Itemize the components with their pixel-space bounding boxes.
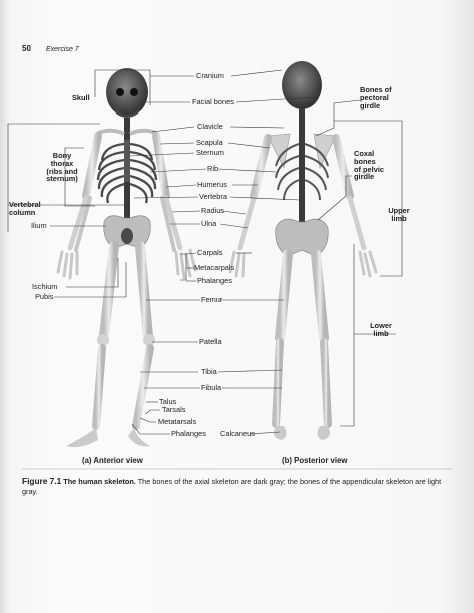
label-calcaneus: Calcaneus (220, 429, 255, 438)
figure-title: The human skeleton. (63, 477, 136, 486)
label-radius: Radius (201, 206, 225, 215)
label-vertebra: Vertebra (199, 192, 227, 201)
label-metatarsals: Metatarsals (158, 417, 197, 426)
label-carpals: Carpals (197, 248, 223, 257)
label-rib: Rib (207, 164, 219, 173)
label-clavicle: Clavicle (197, 122, 223, 131)
label-upper-limb: Upper limb (388, 206, 410, 223)
label-cranium: Cranium (196, 71, 224, 80)
label-phalanges-foot: Phalanges (171, 429, 206, 438)
label-skull: Skull (72, 93, 90, 102)
label-tarsals: Tarsals (162, 405, 186, 414)
label-talus: Talus (159, 397, 177, 406)
page-number: 50 (22, 44, 31, 53)
label-metacarpals: Metacarpals (194, 263, 235, 272)
figure-caption (22, 476, 452, 497)
label-ischium: Ischium (32, 282, 58, 291)
label-coxal-bones: Coxal bones of pelvic girdle (354, 149, 384, 182)
label-facial-bones: Facial bones (192, 97, 234, 106)
figure-number: Figure 7.1 (22, 476, 62, 486)
label-phalanges-hand: Phalanges (197, 276, 232, 285)
figure-text: The bones of the axial skeleton are dark gray; the bones of the appendicular skeleton are light gray. (22, 477, 442, 497)
label-tibia: Tibia (201, 367, 217, 376)
label-pubis: Pubis (35, 292, 54, 301)
label-sternum: Sternum (196, 148, 224, 157)
label-bony-thorax: Bony thorax (ribs and sternum) (46, 151, 78, 184)
label-ilium: Ilium (31, 221, 47, 230)
label-femur: Femur (201, 295, 223, 304)
label-ulna: Ulna (201, 219, 217, 228)
label-humerus: Humerus (197, 180, 227, 189)
label-scapula: Scapula (196, 138, 223, 147)
anterior-view-label: (a) Anterior view (82, 456, 143, 465)
label-fibula: Fibula (201, 383, 222, 392)
exercise-label: Exercise 7 (46, 46, 79, 53)
label-pectoral-girdle: Bones of pectoral girdle (360, 85, 392, 110)
label-vertebral-column: Vertebral column (9, 200, 41, 217)
anterior-skeleton (58, 68, 195, 447)
label-lower-limb: Lower limb (370, 321, 392, 338)
label-patella: Patella (199, 337, 222, 346)
posterior-view-label: (b) Posterior view (282, 456, 348, 465)
